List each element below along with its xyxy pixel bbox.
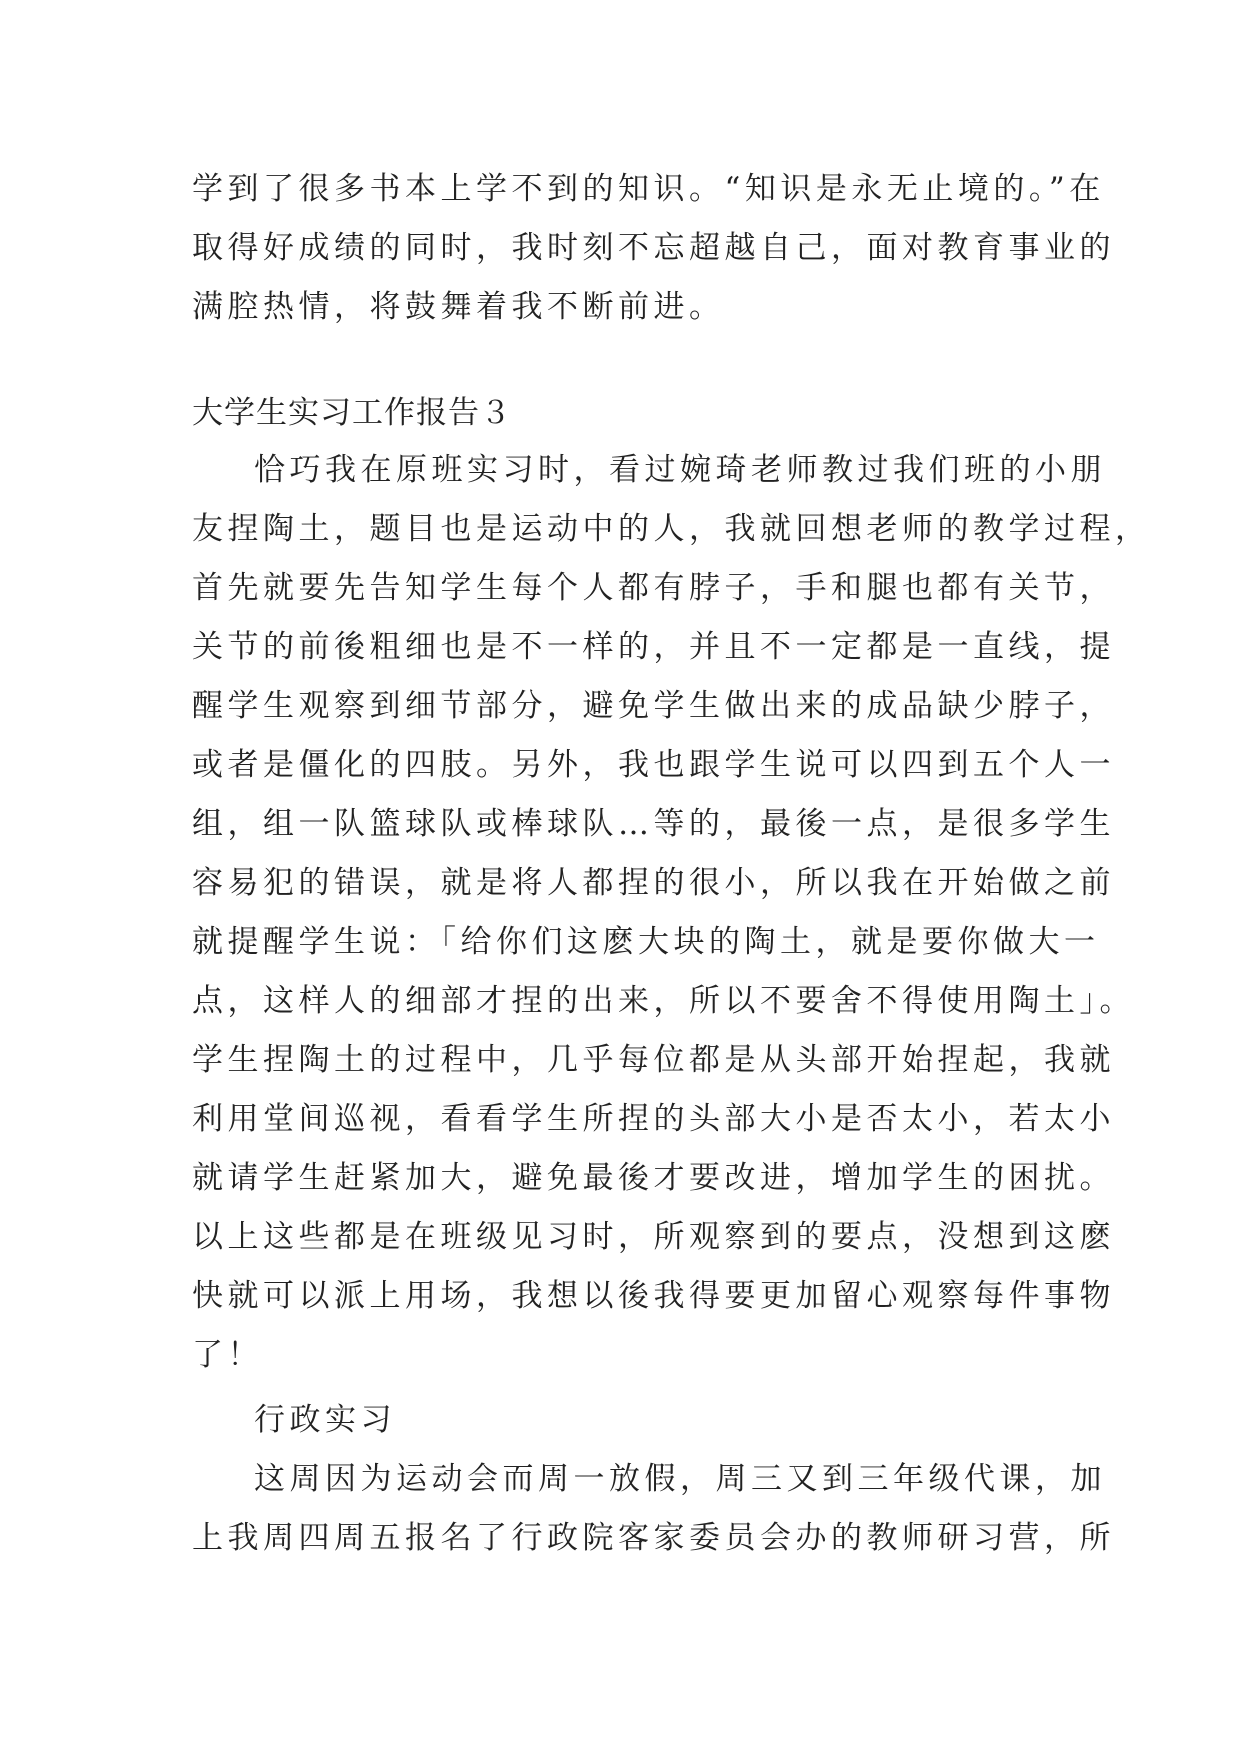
subsection-paragraph: [192, 1450, 1115, 1568]
intro-paragraph: [192, 160, 1115, 337]
text-line: 满腔热情，将鼓舞着我不断前进。: [192, 289, 725, 325]
text-line: 恰巧我在原班实习时，看过婉琦老师教过我们班的小朋: [254, 452, 1106, 488]
text-line: 以上这些都是在班级见习时，所观察到的要点，没想到这麽: [192, 1219, 1115, 1255]
text-line: 醒学生观察到细节部分，避免学生做出来的成品缺少脖子，: [192, 688, 1115, 724]
section-heading: 大学生实习工作报告３: [192, 395, 512, 431]
text-line: 利用堂间巡视，看看学生所捏的头部大小是否太小，若太小: [192, 1101, 1115, 1137]
text-line: 这周因为运动会而周一放假，周三又到三年级代课，加: [254, 1461, 1106, 1497]
text-line: 上我周四周五报名了行政院客家委员会办的教师研习营，所: [192, 1520, 1115, 1556]
text-line: 学到了很多书本上学不到的知识。“知识是永无止境的。”在: [192, 171, 1105, 207]
text-line: 点，这样人的细部才捏的出来，所以不要舍不得使用陶土」。: [192, 983, 1135, 1019]
text-line: 了！: [192, 1337, 263, 1373]
text-line: 关节的前後粗细也是不一样的，并且不一定都是一直线，提: [192, 629, 1115, 665]
subsection-title: 行政实习: [254, 1402, 396, 1438]
document-page: [192, 160, 1151, 1568]
text-line: 就请学生赶紧加大，避免最後才要改进，增加学生的困扰。: [192, 1160, 1115, 1196]
text-line: 学生捏陶土的过程中，几乎每位都是从头部开始捏起，我就: [192, 1042, 1115, 1078]
text-line: 就提醒学生说：「给你们这麽大块的陶土，就是要你做大一: [192, 924, 1100, 960]
text-line: 容易犯的错误，就是将人都捏的很小，所以我在开始做之前: [192, 865, 1115, 901]
text-line: 或者是僵化的四肢。另外，我也跟学生说可以四到五个人一: [192, 747, 1115, 783]
text-line: 组，组一队篮球队或棒球队…等的，最後一点，是很多学生: [192, 806, 1115, 842]
text-line: 首先就要先告知学生每个人都有脖子，手和腿也都有关节，: [192, 570, 1115, 606]
text-line: 快就可以派上用场，我想以後我得要更加留心观察每件事物: [192, 1278, 1115, 1314]
section-paragraph: [192, 441, 1151, 1385]
text-line: 友捏陶土，题目也是运动中的人，我就回想老师的教学过程，: [192, 511, 1151, 547]
text-line: 取得好成绩的同时，我时刻不忘超越自己，面对教育事业的: [192, 230, 1115, 266]
